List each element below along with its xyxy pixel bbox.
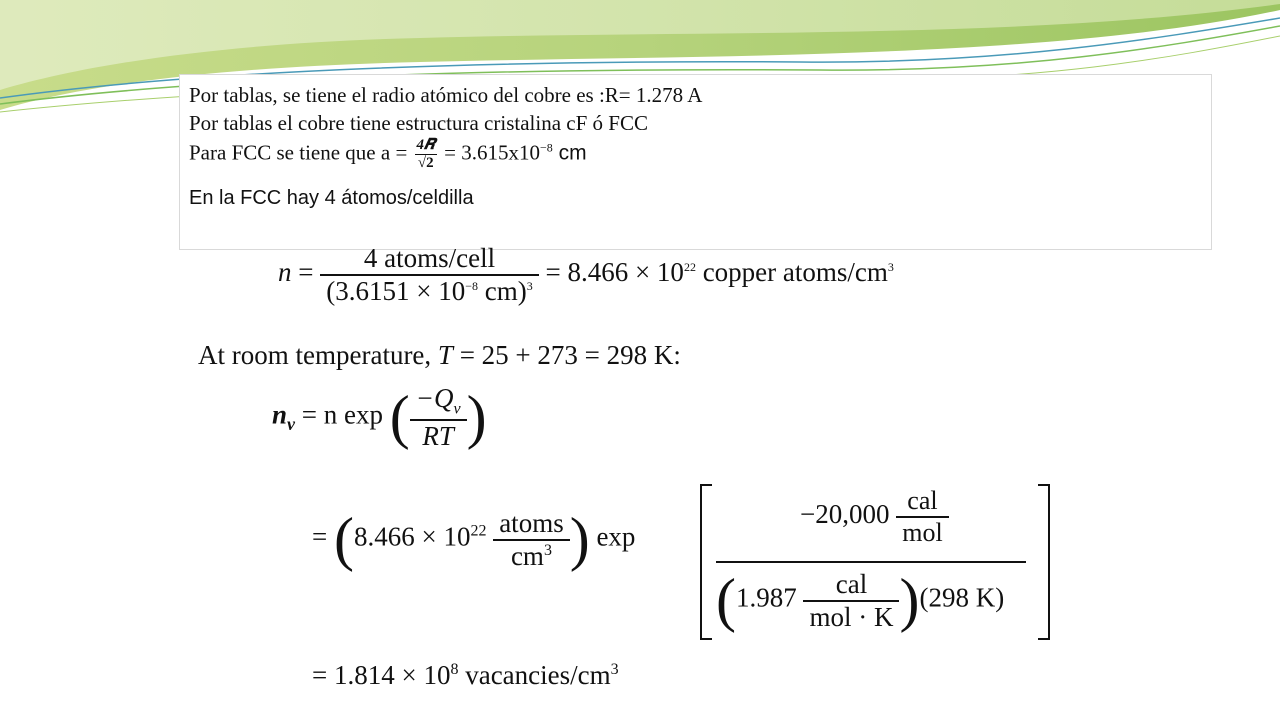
eq3-bot-unit (803, 569, 899, 633)
eq3-top-unit (896, 486, 948, 548)
eq3-bot-unit-den: mol · K (809, 601, 894, 632)
eq3-bot-tail: (298 K) (919, 582, 1005, 613)
eq4-b: vacancies/cm (458, 660, 611, 690)
eq1-rhs-pow: 3 (887, 260, 894, 275)
eq1-den-a: (3.6151 × 10 (326, 276, 466, 306)
room-prefix: At room temperature, (198, 340, 438, 370)
equation-vacancy-substitution (312, 505, 635, 574)
eq3-a-exp: 22 (470, 522, 487, 540)
lattice-prefix: Para FCC se tiene que a = (189, 140, 413, 165)
eq2-denominator: RT (422, 420, 454, 451)
eq3-unit-den-wrap (493, 541, 570, 572)
eq3-top-unit-den: mol (902, 518, 943, 547)
eq3-equals: = (312, 521, 328, 552)
eq1-equals: = (291, 257, 321, 288)
info-textbox (179, 74, 1212, 250)
eq2-right-paren: ) (466, 384, 487, 450)
eq3-den-right-paren: ) (899, 567, 920, 633)
text-line-lattice-parameter (189, 137, 587, 172)
eq1-rhs-exp: 22 (683, 260, 696, 275)
eq3-big-numerator (800, 486, 949, 548)
eq4-equals: = (312, 660, 328, 690)
lattice-fraction-denominator: √2 (417, 155, 434, 171)
text-line-atoms-per-cell: En la FCC hay 4 átomos/celdilla (189, 187, 474, 209)
lattice-unit: cm (552, 141, 587, 165)
lattice-result: = 3.615x10 (444, 140, 540, 165)
eq1-numerator: 4 atoms/cell (320, 243, 538, 276)
eq2-fraction (410, 383, 467, 451)
eq2-mid: = n exp (295, 399, 383, 430)
eq1-rhs-b: copper atoms/cm (695, 257, 888, 288)
eq1-den-b: cm) (477, 276, 527, 306)
eq1-den-exp: −8 (465, 279, 478, 293)
eq3-big-denominator (716, 566, 1004, 635)
lattice-fraction (415, 137, 437, 172)
eq4-a-exp: 8 (450, 661, 459, 678)
eq3-unit-fraction (493, 508, 570, 572)
text-line-structure: Por tablas el cobre tiene estructura cristalina cF ó FCC (189, 111, 648, 135)
eq1-rhs-a: = 8.466 × 10 (545, 257, 684, 288)
room-temperature-line (198, 340, 681, 371)
eq4-b-pow: 3 (610, 661, 619, 678)
equation-atom-density (278, 243, 894, 307)
eq3-top-unit-num: cal (896, 486, 948, 518)
eq1-fraction (320, 243, 538, 307)
eq3-right-paren: ) (569, 506, 590, 572)
eq2-lhs: n (272, 399, 288, 430)
eq3-exp: exp (596, 521, 636, 552)
eq2-num-sub: v (453, 400, 461, 418)
lattice-fraction-numerator: 4𝑹 (416, 137, 435, 153)
eq3-a: 8.466 × 10 (353, 521, 471, 552)
eq3-left-bracket (700, 484, 712, 640)
eq2-lhs-sub: v (287, 414, 296, 435)
eq3-bot-unit-num: cal (803, 569, 899, 602)
eq1-denominator (320, 276, 538, 307)
eq3-unit-num: atoms (493, 508, 570, 541)
eq4-a: 1.814 × 10 (333, 660, 451, 690)
eq3-den-left-paren: ( (716, 567, 736, 633)
eq3-big-fraction-bar (716, 561, 1026, 563)
eq3-left-paren: ( (333, 506, 354, 572)
lattice-exponent: −8 (539, 140, 553, 155)
room-rest: = 25 + 273 = 298 K: (452, 340, 681, 370)
eq3-bot-val: 1.987 (735, 582, 797, 613)
equation-vacancy-result (312, 660, 619, 691)
eq3-unit-den: cm (510, 540, 544, 571)
text-line-radius: Por tablas, se tiene el radio atómico del cobre es :R= 1.278 A (189, 83, 703, 107)
eq3-top-val: −20,000 (800, 499, 890, 530)
eq1-lhs: n (278, 257, 292, 288)
equation-vacancy-formula (272, 383, 487, 452)
eq2-num: −Q (415, 383, 454, 414)
eq3-right-bracket (1038, 484, 1050, 640)
eq2-numerator (410, 383, 467, 420)
room-T: T (437, 340, 453, 370)
eq1-den-pow: 3 (526, 279, 533, 293)
eq2-left-paren: ( (389, 384, 410, 450)
eq3-unit-den-pow: 3 (543, 541, 552, 559)
